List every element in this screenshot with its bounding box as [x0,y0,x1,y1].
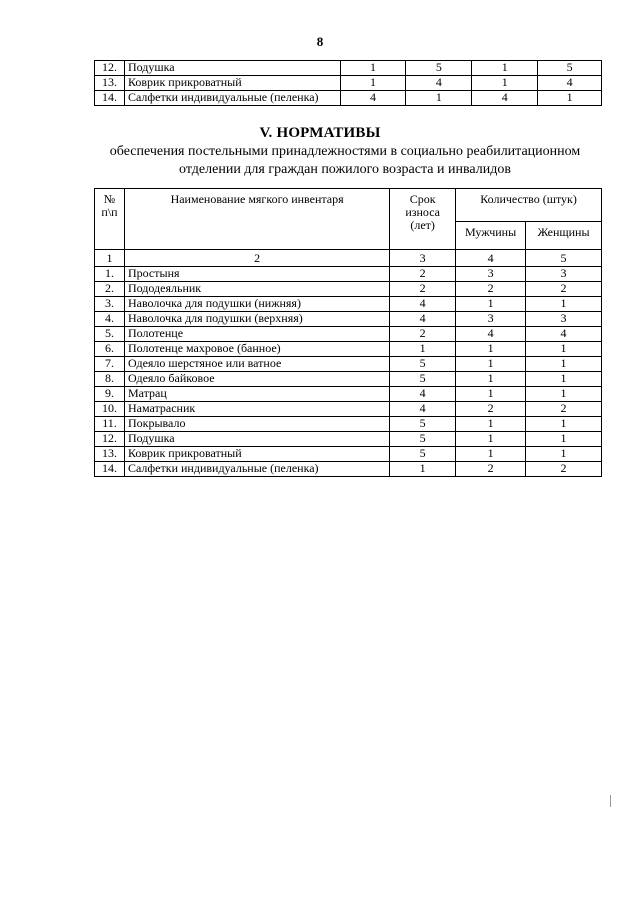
table-row [95,447,602,462]
cell-men: 1 [456,387,526,402]
cell-women: 1 [526,297,602,312]
section-title: V. НОРМАТИВЫ [259,125,381,141]
cell-term: 4 [390,387,456,402]
norms-table [94,188,602,477]
table-row [95,61,602,76]
cell-term: 5 [390,372,456,387]
cell-name: Подушка [124,432,389,447]
header-women: Женщины [526,221,602,249]
cell-term: 2 [390,327,456,342]
cell-num: 8. [95,372,125,387]
cell-women: 2 [526,282,602,297]
cell-name: Наволочка для подушки (нижняя) [124,297,389,312]
cell-women: 1 [526,372,602,387]
cell-term: 5 [390,357,456,372]
cell-num: 7. [95,357,125,372]
cell-term: 4 [390,297,456,312]
cell-men: 1 [456,357,526,372]
table-row [95,327,602,342]
cell-num: 6. [95,342,125,357]
cell-c4: 4 [538,76,602,91]
header-term: Срок износа (лет) [390,189,456,250]
cell-term: 5 [390,447,456,462]
cell-women: 1 [526,432,602,447]
cell-num: 5. [95,327,125,342]
cell-num: 1. [95,267,125,282]
cell-name: Салфетки индивидуальные (пеленка) [124,462,389,477]
table-row [95,372,602,387]
cell-name: Полотенце [124,327,389,342]
table-row [95,462,602,477]
cell-women: 3 [526,267,602,282]
cell-men: 2 [456,402,526,417]
cell-term: 1 [390,342,456,357]
table-row [95,267,602,282]
table-row [95,297,602,312]
cell-c1: 1 [340,76,406,91]
cell-num: 10. [95,402,125,417]
cell-num: 14. [95,91,125,106]
cell-name: Подушка [124,61,340,76]
cell-name: Наволочка для подушки (верхняя) [124,312,389,327]
cell-men: 3 [456,267,526,282]
cell-term: 2 [390,282,456,297]
cell-num: 13. [95,447,125,462]
cell-name: Одеяло шерстяное или ватное [124,357,389,372]
table-row [95,342,602,357]
index-row [95,250,602,267]
cell-name: Пододеяльник [124,282,389,297]
norms-table-body [95,267,602,477]
cell-men: 1 [456,372,526,387]
cell-num: 11. [95,417,125,432]
scan-artifact [610,795,611,807]
cell-women: 2 [526,402,602,417]
cell-name: Покрывало [124,417,389,432]
cell-num: 4. [95,312,125,327]
cell-c2: 1 [406,91,472,106]
table-row [95,387,602,402]
table-row [95,357,602,372]
index-cell: 4 [456,250,526,267]
cell-women: 1 [526,417,602,432]
cell-women: 1 [526,387,602,402]
cell-women: 1 [526,447,602,462]
cell-c1: 1 [340,61,406,76]
header-num: № п\п [95,189,125,250]
cell-men: 3 [456,312,526,327]
cell-num: 12. [95,61,125,76]
cell-men: 1 [456,297,526,312]
cell-men: 4 [456,327,526,342]
cell-num: 12. [95,432,125,447]
cell-men: 1 [456,417,526,432]
table-row [95,91,602,106]
table-row [95,432,602,447]
continued-table-body [95,61,602,106]
cell-men: 1 [456,432,526,447]
index-cell: 2 [124,250,389,267]
table-row [95,312,602,327]
cell-term: 1 [390,462,456,477]
cell-name: Одеяло байковое [124,372,389,387]
cell-women: 1 [526,342,602,357]
index-cell: 5 [526,250,602,267]
header-quantity: Количество (штук) [456,189,602,222]
header-name: Наименование мягкого инвентаря [124,189,389,250]
cell-women: 4 [526,327,602,342]
cell-c2: 5 [406,61,472,76]
index-cell: 3 [390,250,456,267]
cell-men: 1 [456,342,526,357]
header-men: Мужчины [456,221,526,249]
cell-num: 14. [95,462,125,477]
cell-c3: 1 [472,76,538,91]
cell-c4: 1 [538,91,602,106]
cell-name: Коврик прикроватный [124,76,340,91]
cell-men: 2 [456,462,526,477]
header-row-1 [95,189,602,222]
cell-men: 1 [456,447,526,462]
table-row [95,76,602,91]
cell-men: 2 [456,282,526,297]
cell-name: Коврик прикроватный [124,447,389,462]
table-row [95,402,602,417]
cell-c3: 1 [472,61,538,76]
cell-name: Полотенце махровое (банное) [124,342,389,357]
cell-num: 9. [95,387,125,402]
cell-women: 2 [526,462,602,477]
cell-term: 5 [390,417,456,432]
cell-name: Матрац [124,387,389,402]
continued-table [94,60,602,106]
cell-name: Простыня [124,267,389,282]
section-subtitle: обеспечения постельными принадлежностями в социально реабилитационном отделении для граждан пожилого возраста и инвалидов [109,144,581,177]
cell-term: 4 [390,312,456,327]
cell-women: 3 [526,312,602,327]
page-number: 8 [316,34,324,49]
cell-term: 4 [390,402,456,417]
table-row [95,282,602,297]
cell-num: 13. [95,76,125,91]
cell-name: Салфетки индивидуальные (пеленка) [124,91,340,106]
cell-c4: 5 [538,61,602,76]
cell-c3: 4 [472,91,538,106]
cell-term: 5 [390,432,456,447]
cell-c1: 4 [340,91,406,106]
cell-num: 2. [95,282,125,297]
cell-term: 2 [390,267,456,282]
cell-women: 1 [526,357,602,372]
table-row [95,417,602,432]
cell-num: 3. [95,297,125,312]
cell-name: Наматрасник [124,402,389,417]
index-cell: 1 [95,250,125,267]
cell-c2: 4 [406,76,472,91]
